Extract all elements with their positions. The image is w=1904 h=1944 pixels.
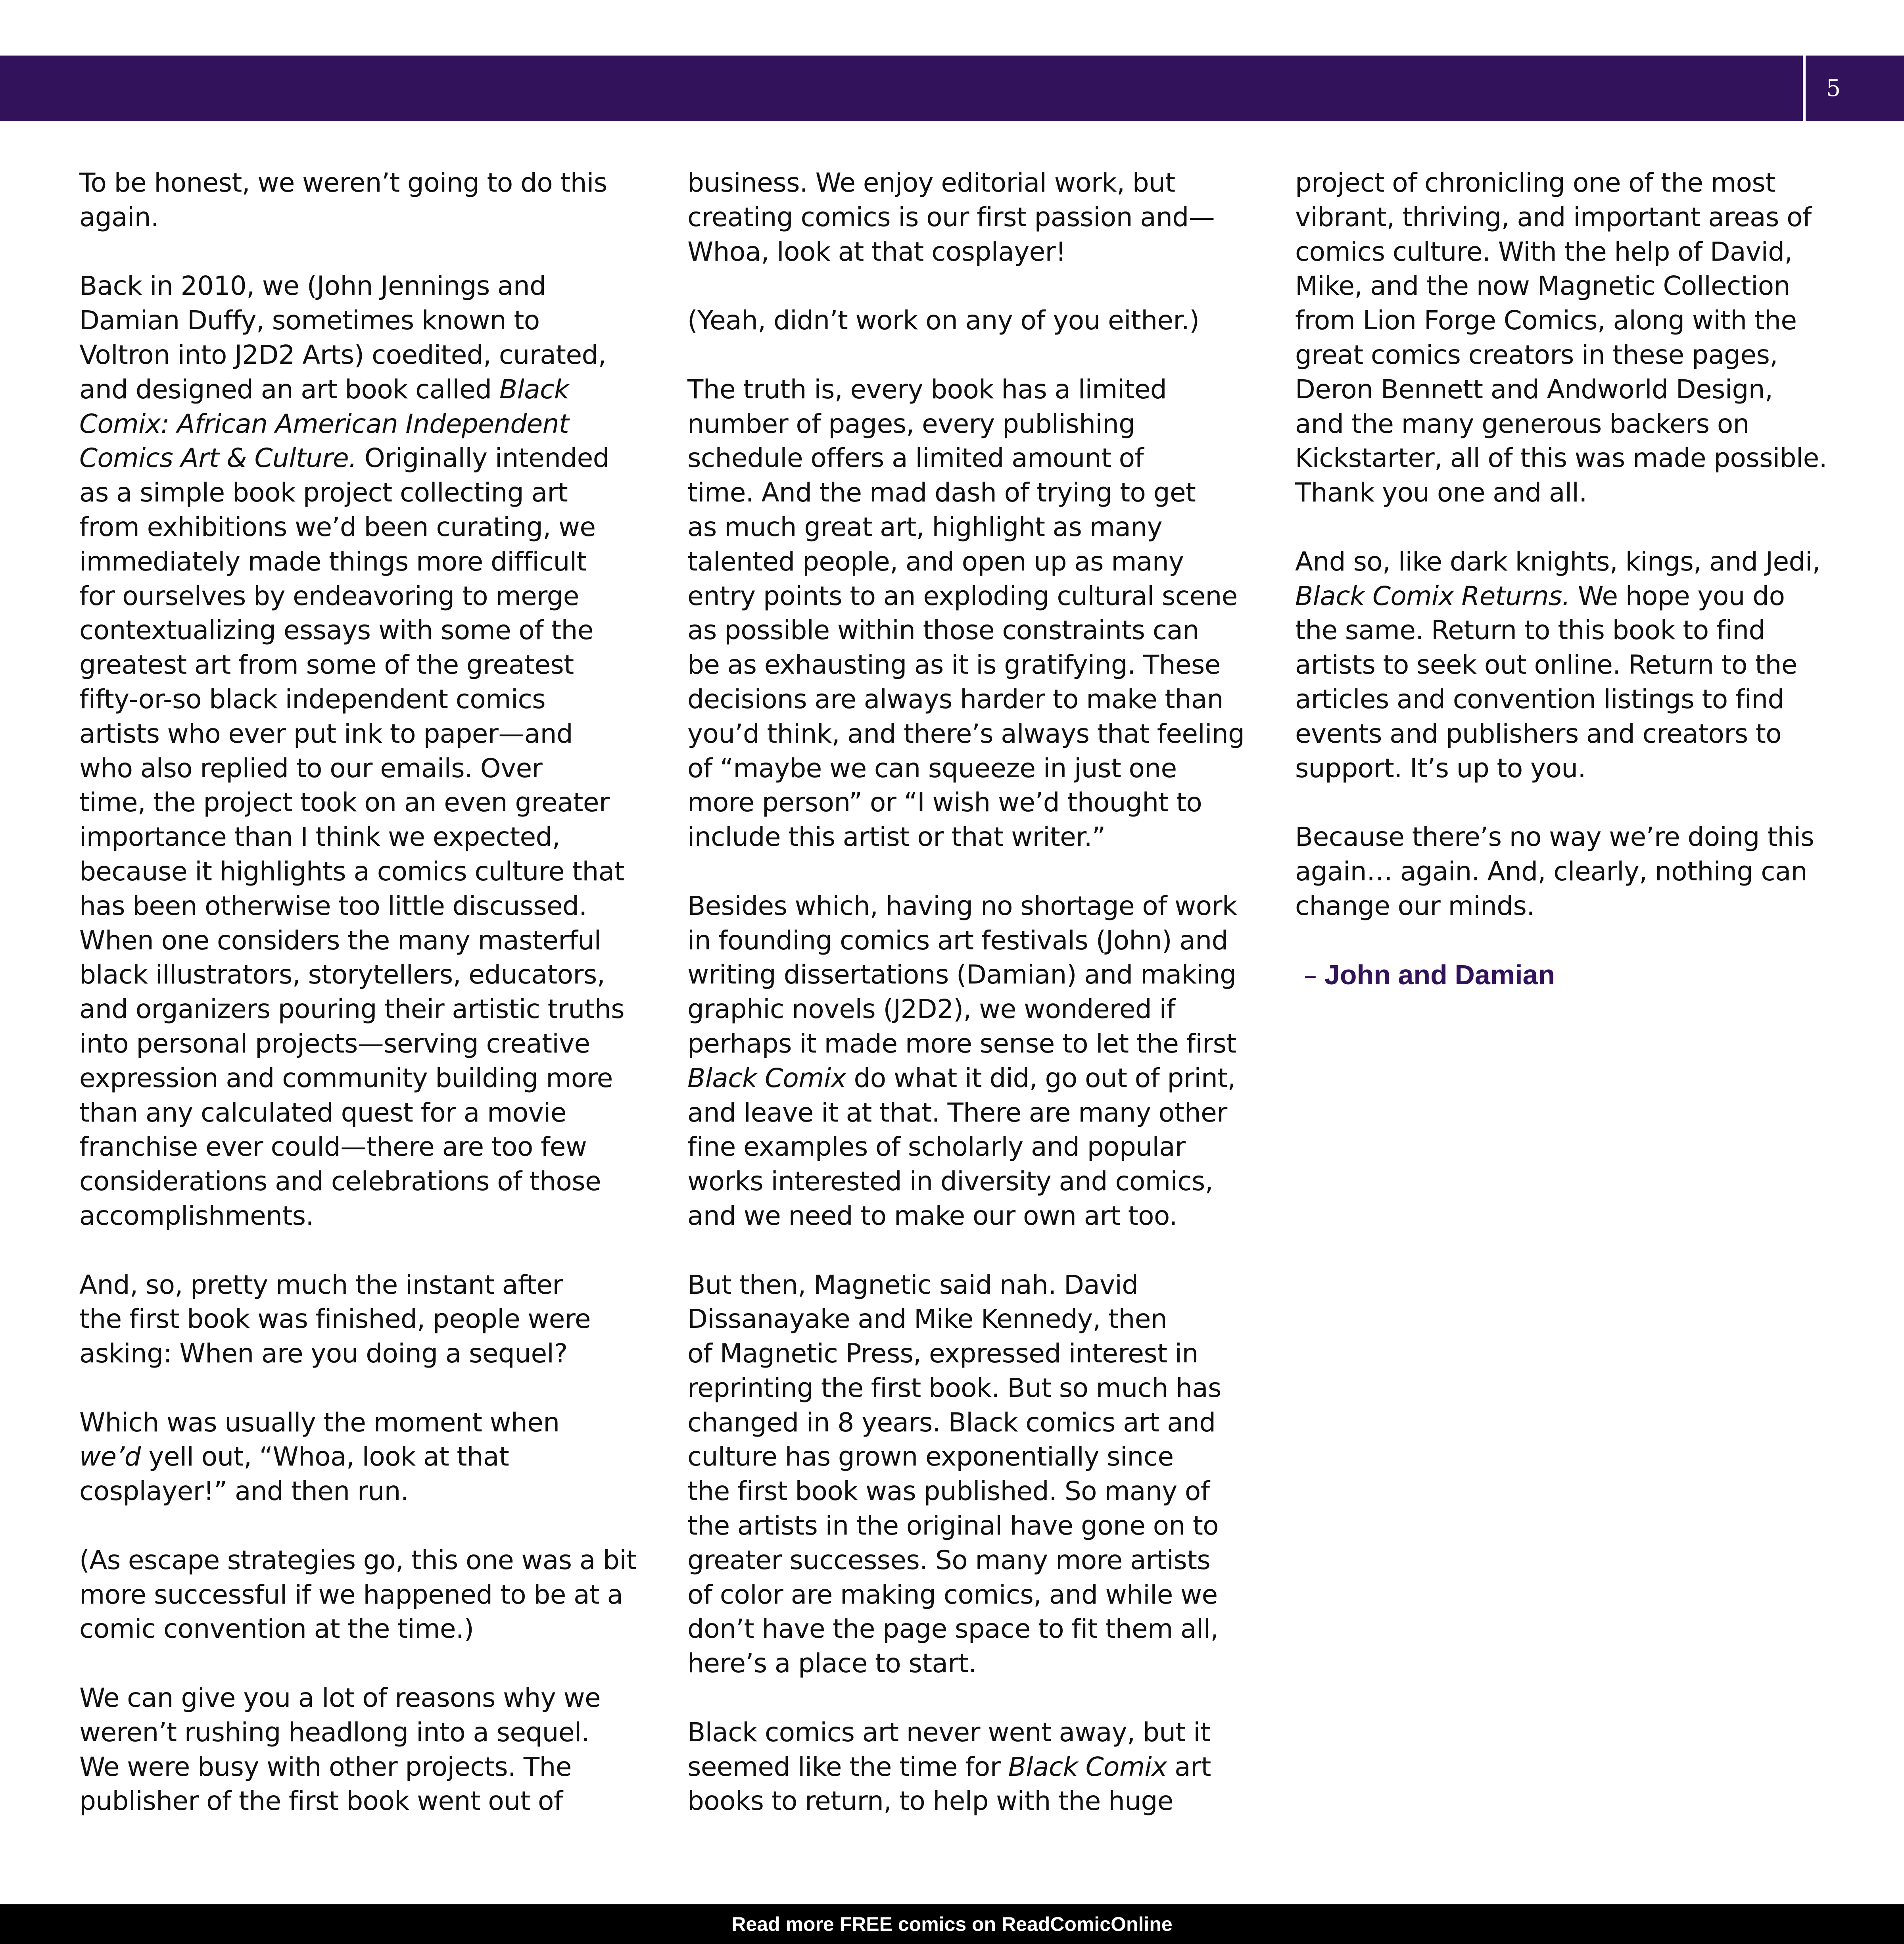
text-line: time, the project took on an even greater: [79, 787, 610, 818]
text-line: of Magnetic Press, expressed interest in: [687, 1338, 1198, 1369]
text-line: be as exhausting as it is gratifying. These: [687, 649, 1221, 680]
text-line: accomplishments.: [79, 1200, 314, 1231]
text-line: Thank you one and all.: [1295, 477, 1587, 508]
text-line: support. It’s up to you.: [1295, 753, 1586, 784]
text-line: considerations and celebrations of those: [79, 1166, 601, 1197]
text-line: asking: When are you doing a sequel?: [79, 1338, 568, 1369]
text-line: project of chronicling one of the most: [1295, 167, 1775, 198]
text-line: changed in 8 years. Black comics art and: [687, 1407, 1216, 1438]
text-line: To be honest, we weren’t going to do this: [79, 167, 607, 198]
text-line: and leave it at that. There are many other: [687, 1097, 1227, 1128]
text-line: franchise ever could—there are too few: [79, 1131, 587, 1162]
text-line: We were busy with other projects. The: [79, 1751, 572, 1782]
text-line: And so, like dark knights, kings, and Jedi,: [1295, 546, 1820, 577]
text-line: books to return, to help with the huge: [687, 1786, 1173, 1817]
text-line: Black comics art never went away, but it: [687, 1717, 1211, 1748]
text-line: because it highlights a comics culture that: [79, 856, 624, 887]
text-line: the artists in the original have gone on to: [687, 1510, 1219, 1541]
text-line: (As escape strategies go, this one was a bit: [79, 1544, 637, 1575]
text-line: Kickstarter, all of this was made possible.: [1295, 443, 1827, 474]
paragraph: [1295, 545, 1858, 786]
text-line: change our minds.: [1295, 890, 1535, 921]
text-line: comic convention at the time.): [79, 1614, 474, 1644]
text-line: Dissanayake and Mike Kennedy, then: [687, 1304, 1167, 1335]
paragraph: [687, 1268, 1251, 1681]
text-line: Deron Bennett and Andworld Design,: [1295, 374, 1773, 405]
text-line: Whoa, look at that cosplayer!: [687, 236, 1066, 267]
text-line: the first book was published. So many of: [687, 1476, 1210, 1507]
text-line: business. We enjoy editorial work, but: [687, 167, 1175, 198]
text-line: Because there’s no way we’re doing this: [1295, 822, 1814, 853]
text-line: contextualizing essays with some of the: [79, 615, 593, 646]
text-line: and we need to make our own art too.: [687, 1200, 1177, 1231]
text-line: We can give you a lot of reasons why we: [79, 1683, 601, 1713]
text-line: and the many generous backers on: [1295, 408, 1749, 439]
paragraph: [79, 1406, 643, 1509]
text-line: fine examples of scholarly and popular: [687, 1131, 1186, 1162]
paragraph: [687, 373, 1251, 855]
paragraph: [79, 1543, 643, 1646]
text-line: of color are making comics, and while we: [687, 1579, 1218, 1610]
text-line: greatest art from some of the greatest: [79, 649, 574, 680]
text-line: as possible within those constraints can: [687, 615, 1199, 646]
paragraph: [1295, 166, 1858, 510]
text-line: The truth is, every book has a limited: [687, 374, 1167, 405]
text-line: into personal projects—serving creative: [79, 1028, 590, 1059]
text-line: works interested in diversity and comics,: [687, 1166, 1213, 1197]
text-line: creating comics is our first passion and—: [687, 202, 1215, 232]
text-line: the same. Return to this book to find: [1295, 615, 1765, 646]
text-line: Mike, and the now Magnetic Collection: [1295, 271, 1790, 302]
text-line: don’t have the page space to fit them all,: [687, 1614, 1219, 1644]
text-line: again.: [79, 202, 159, 232]
text-line: has been otherwise too little discussed.: [79, 890, 587, 921]
paragraph: [687, 1715, 1251, 1819]
footer-link[interactable]: Read more FREE comics on ReadComicOnline: [731, 1913, 1173, 1935]
text-line: more person” or “I wish we’d thought to: [687, 787, 1202, 818]
text-line: Comics Art & Culture. Originally intended: [79, 443, 609, 474]
text-line: reprinting the first book. But so much has: [687, 1372, 1221, 1403]
text-line: and organizers pouring their artistic truths: [79, 994, 625, 1025]
page-number: 5: [1826, 75, 1841, 102]
text-line: again… again. And, clearly, nothing can: [1295, 856, 1807, 887]
text-line: as much great art, highlight as many: [687, 511, 1162, 542]
text-line: culture has grown exponentially since: [687, 1441, 1174, 1472]
text-line: perhaps it made more sense to let the first: [687, 1028, 1236, 1059]
text-line: schedule offers a limited amount of: [687, 443, 1144, 474]
text-line: weren’t rushing headlong into a sequel.: [79, 1717, 590, 1748]
text-line: and designed an art book called Black: [79, 374, 569, 405]
text-line: Black Comix Returns. We hope you do: [1295, 580, 1785, 611]
text-line: (Yeah, didn’t work on any of you either.): [687, 305, 1200, 336]
text-line: seemed like the time for Black Comix art: [687, 1751, 1211, 1782]
text-line: artists who ever put ink to paper—and: [79, 718, 573, 749]
text-line: Which was usually the moment when: [79, 1407, 560, 1438]
text-line: Voltron into J2D2 Arts) coedited, curated,: [79, 339, 607, 370]
text-line: we’d yell out, “Whoa, look at that: [79, 1441, 509, 1472]
paragraph: [79, 1268, 643, 1371]
text-line: publisher of the first book went out of: [79, 1786, 563, 1817]
text-line: black illustrators, storytellers, educators,: [79, 959, 605, 990]
text-line: than any calculated quest for a movie: [79, 1097, 566, 1128]
text-line: Black Comix do what it did, go out of print,: [687, 1062, 1236, 1093]
text-line: include this artist or that writer.”: [687, 822, 1106, 853]
signature-dash: –: [1304, 960, 1317, 991]
text-line: Comix: African American Independent: [79, 408, 569, 439]
text-line: for ourselves by endeavoring to merge: [79, 580, 579, 611]
text-line: articles and convention listings to find: [1295, 684, 1784, 715]
text-line: as a simple book project collecting art: [79, 477, 568, 508]
text-line: cosplayer!” and then run.: [79, 1476, 409, 1507]
footer-bar: [0, 1904, 1904, 1944]
text-line: graphic novels (J2D2), we wondered if: [687, 994, 1175, 1025]
text-line: Besides which, having no shortage of work: [687, 890, 1237, 921]
text-line: from Lion Forge Comics, along with the: [1295, 305, 1797, 336]
text-line: And, so, pretty much the instant after: [79, 1269, 563, 1300]
text-line: greater successes. So many more artists: [687, 1544, 1211, 1575]
text-column-1: [79, 166, 643, 1819]
text-line: Back in 2010, we (John Jennings and: [79, 271, 546, 302]
paragraph: [79, 1681, 643, 1819]
text-line: immediately made things more difficult: [79, 546, 587, 577]
paragraph: [687, 889, 1251, 1233]
text-line: artists to seek out online. Return to the: [1295, 649, 1797, 680]
text-line: of “maybe we can squeeze in just one: [687, 753, 1177, 784]
text-line: decisions are always harder to make than: [687, 684, 1224, 715]
signature: [1295, 958, 1858, 993]
header-bar: [0, 56, 1904, 121]
text-line: time. And the mad dash of trying to get: [687, 477, 1196, 508]
paragraph: [1295, 820, 1858, 923]
text-line: importance than I think we expected,: [79, 822, 560, 853]
text-line: events and publishers and creators to: [1295, 718, 1782, 749]
text-line: vibrant, thriving, and important areas of: [1295, 202, 1812, 232]
text-line: Damian Duffy, sometimes known to: [79, 305, 540, 336]
paragraph: [687, 304, 1251, 338]
text-line: comics culture. With the help of David,: [1295, 236, 1793, 267]
paragraph: [79, 166, 643, 235]
text-line: great comics creators in these pages,: [1295, 339, 1778, 370]
text-line: who also replied to our emails. Over: [79, 753, 543, 784]
text-column-3: [1295, 166, 1858, 993]
text-line: writing dissertations (Damian) and making: [687, 959, 1236, 990]
text-line: When one considers the many masterful: [79, 925, 601, 956]
text-column-2: [687, 166, 1251, 1819]
paragraph: [687, 166, 1251, 269]
text-line: you’d think, and there’s always that feeling: [687, 718, 1245, 749]
text-line: here’s a place to start.: [687, 1648, 977, 1679]
text-line: fifty-or-so black independent comics: [79, 684, 546, 715]
text-line: the first book was finished, people were: [79, 1304, 591, 1335]
paragraph: [79, 269, 643, 1233]
text-line: But then, Magnetic said nah. David: [687, 1269, 1138, 1300]
text-line: expression and community building more: [79, 1062, 613, 1093]
header-divider: [1803, 56, 1806, 121]
text-line: from exhibitions we’d been curating, we: [79, 511, 596, 542]
text-line: in founding comics art festivals (John) and: [687, 925, 1228, 956]
signature-name: John and Damian: [1324, 959, 1555, 991]
text-line: entry points to an exploding cultural scene: [687, 580, 1238, 611]
text-line: number of pages, every publishing: [687, 408, 1135, 439]
text-line: talented people, and open up as many: [687, 546, 1184, 577]
text-line: more successful if we happened to be at a: [79, 1579, 623, 1610]
